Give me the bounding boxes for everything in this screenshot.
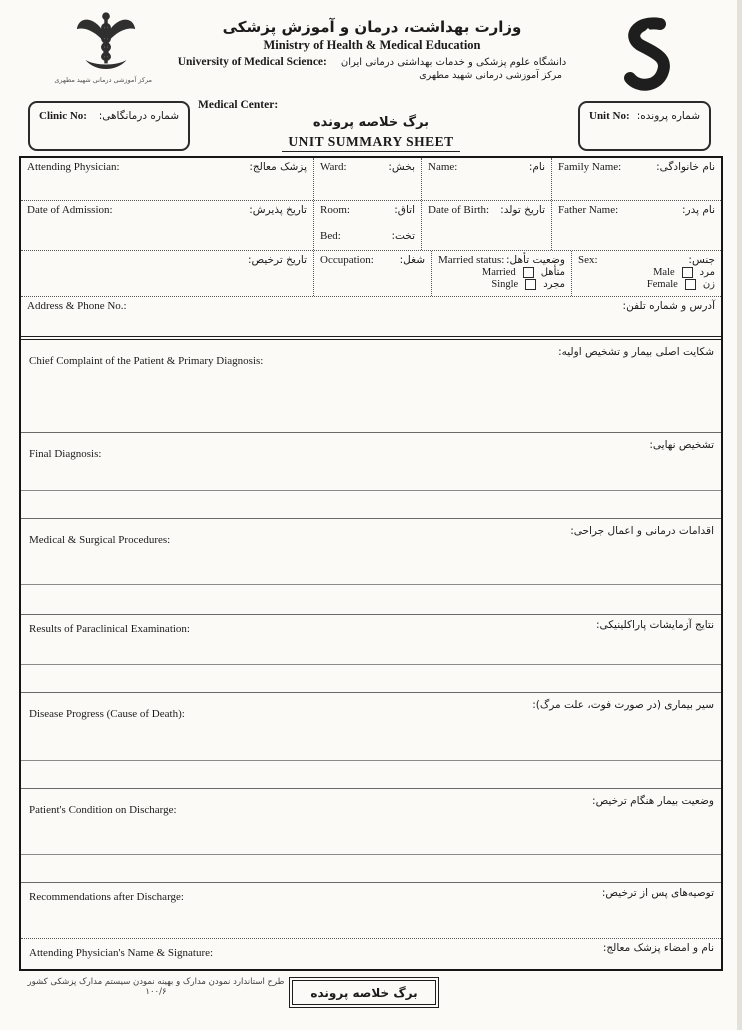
father-name-label-en: Father Name: (558, 204, 619, 216)
ministry-title-en: Ministry of Health & Medical Education (263, 38, 481, 52)
paraclinical-results-label-fa: نتایج آزمایشات پاراکلینیکی: (595, 619, 714, 631)
physician-signature-section[interactable] (21, 938, 721, 969)
family-name-label-en: Family Name: (558, 161, 622, 173)
address-phone-label-fa: آدرس و شماره تلفن: (622, 300, 715, 312)
date-of-birth-field[interactable] (421, 201, 551, 250)
procedures-label-fa: اقدامات درمانی و اعمال جراحی: (570, 525, 714, 537)
discharge-condition-section[interactable] (21, 788, 721, 854)
occupation-label-fa: شغل: (399, 254, 425, 266)
date-of-admission-label-fa: تاریخ پذیرش: (249, 204, 307, 216)
sex-label-en: Sex: (578, 254, 598, 266)
clinic-no-label-fa: شماره درمانگاهی: (98, 110, 179, 122)
male-label-fa: مرد (699, 267, 715, 278)
sheet-name-stamp-label: برگ خلاصه پرونده (310, 985, 418, 1000)
form-title-en: UNIT SUMMARY SHEET (282, 134, 459, 152)
married-status-field (431, 251, 571, 296)
form-header (148, 18, 596, 81)
date-of-birth-label-en: Date of Birth: (428, 204, 490, 216)
chief-complaint-section[interactable] (21, 340, 721, 432)
attending-physician-label-en: Attending Physician: (27, 161, 120, 173)
recommendations-label-en: Recommendations after Discharge: (29, 891, 184, 903)
date-of-birth-label-fa: تاریخ تولد: (500, 204, 545, 216)
medical-center-label: Medical Center: (198, 99, 279, 111)
date-of-discharge-label-fa: تاریخ ترخیص: (247, 254, 307, 266)
ward-label-fa: بخش: (388, 161, 415, 173)
family-name-label-fa: نام خانوادگی: (656, 161, 715, 173)
university-logo (616, 14, 680, 98)
single-label-en: Single (491, 279, 519, 290)
name-label-fa: نام: (528, 161, 545, 173)
date-of-admission-label-en: Date of Admission: (27, 204, 113, 216)
chief-complaint-label-en: Chief Complaint of the Patient & Primary Diagnosis: (29, 355, 264, 367)
name-label-en: Name: (428, 161, 458, 173)
female-checkbox[interactable] (685, 279, 696, 290)
sheet-name-stamp (289, 977, 439, 1008)
medical-center-name-fa: مرکز آموزشی درمانی شهید مطهری (419, 70, 562, 81)
emblem-caption: مرکز آموزشی درمانی شهید مطهری (54, 76, 152, 84)
university-label: University of Medical Science: (177, 56, 327, 68)
blank-write-row[interactable] (21, 760, 721, 788)
room-label-fa: اتاق: (394, 204, 415, 216)
disease-progress-section[interactable] (21, 692, 721, 760)
family-name-field[interactable] (551, 158, 721, 200)
final-diagnosis-section[interactable] (21, 432, 721, 490)
procedures-section[interactable] (21, 518, 721, 584)
room-bed-field[interactable] (313, 201, 421, 250)
clinic-no-label-en: Clinic No: (39, 110, 87, 122)
room-label-en: Room: (320, 204, 350, 216)
recommendations-label-fa: توصیه‌های پس از ترخیص: (601, 887, 714, 899)
married-status-label-fa: وضعیت تأهل: (505, 254, 565, 266)
ward-field[interactable] (313, 158, 421, 200)
disease-progress-label-fa: سیر بیماری (در صورت فوت، علت مرگ): (532, 699, 714, 711)
ward-label-en: Ward: (320, 161, 347, 173)
married-label-fa: متأهل (540, 267, 565, 278)
patient-row-2 (21, 200, 721, 250)
blank-write-row[interactable] (21, 854, 721, 882)
university-name-fa: دانشگاه علوم پزشکی و خدمات بهداشتی درمانی ایران (340, 57, 567, 68)
unit-no-label-fa: شماره پرونده: (636, 110, 700, 122)
single-label-fa: مجرد (543, 279, 565, 290)
attending-physician-field[interactable] (21, 158, 313, 200)
physician-signature-label-fa: نام و امضاء پزشک معالج: (602, 942, 714, 954)
patient-row-3 (21, 250, 721, 296)
discharge-condition-label-fa: وضعیت بیمار هنگام ترخیص: (592, 795, 714, 807)
date-of-admission-field[interactable] (21, 201, 313, 250)
attending-physician-label-fa: پزشک معالج: (249, 161, 307, 173)
discharge-condition-label-en: Patient's Condition on Discharge: (29, 804, 177, 816)
bed-label-fa: تخت: (391, 230, 415, 242)
married-status-label-en: Married status: (438, 254, 505, 266)
final-diagnosis-label-en: Final Diagnosis: (29, 448, 102, 460)
patient-row-1 (21, 158, 721, 200)
form-title-fa: برگ خلاصه پرونده (312, 115, 430, 130)
caduceus-icon (70, 10, 142, 74)
serpent-logo-icon (616, 14, 680, 98)
male-checkbox[interactable] (682, 267, 693, 278)
bed-label-en: Bed: (320, 230, 341, 242)
recommendations-section[interactable] (21, 882, 721, 938)
single-checkbox[interactable] (525, 279, 536, 290)
married-label-en: Married (481, 267, 516, 278)
name-field[interactable] (421, 158, 551, 200)
procedures-label-en: Medical & Surgical Procedures: (29, 534, 171, 546)
male-label-en: Male (653, 267, 675, 278)
occupation-label-en: Occupation: (320, 254, 374, 266)
final-diagnosis-label-fa: تشخیص نهایی: (649, 439, 714, 451)
blank-write-row[interactable] (21, 490, 721, 518)
standardization-note: طرح استاندارد نمودن مدارک و بهینه نمودن سیستم مدارک پزشکی کشور ۱۰۰/۶ (27, 977, 285, 997)
occupation-field[interactable] (313, 251, 431, 296)
paraclinical-results-section[interactable] (21, 614, 721, 664)
sex-label-fa: جنس: (688, 254, 715, 266)
date-of-discharge-field[interactable] (21, 251, 313, 296)
address-phone-label-en: Address & Phone No.: (27, 300, 127, 312)
chief-complaint-label-fa: شکایت اصلی بیمار و تشخیص اولیه: (558, 346, 714, 358)
scan-edge-artifact (737, 0, 742, 1030)
ministry-title-fa: وزارت بهداشت، درمان و آموزش پزشکی (222, 18, 522, 36)
married-checkbox[interactable] (523, 267, 534, 278)
ministry-emblem (54, 10, 152, 84)
paraclinical-results-label-en: Results of Paraclinical Examination: (29, 623, 190, 635)
unit-no-label-en: Unit No: (589, 110, 630, 122)
female-label-en: Female (646, 279, 678, 290)
father-name-field[interactable] (551, 201, 721, 250)
physician-signature-label-en: Attending Physician's Name & Signature: (29, 947, 214, 959)
female-label-fa: زن (702, 279, 715, 290)
blank-write-row[interactable] (21, 664, 721, 692)
blank-write-row[interactable] (21, 584, 721, 614)
address-phone-field[interactable] (21, 296, 721, 340)
summary-sheet-table (19, 156, 723, 971)
disease-progress-label-en: Disease Progress (Cause of Death): (29, 708, 185, 720)
sex-field (571, 251, 721, 296)
father-name-label-fa: نام پدر: (681, 204, 715, 216)
